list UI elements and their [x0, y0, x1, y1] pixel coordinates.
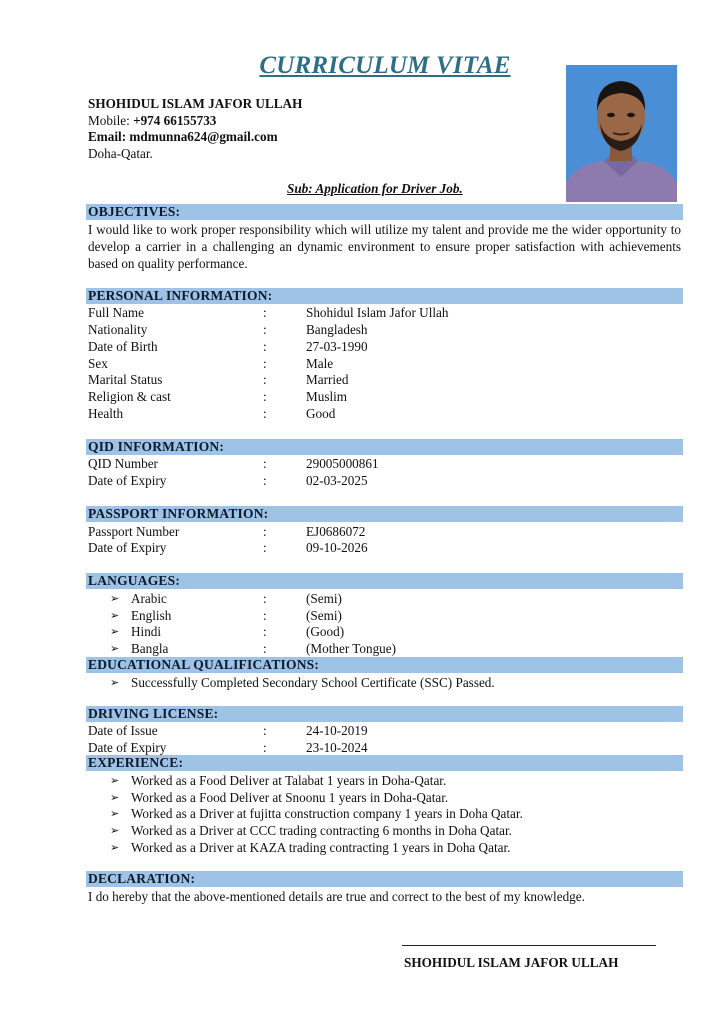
row-value: 02-03-2025 — [306, 473, 368, 488]
language-level: (Semi) — [306, 608, 342, 623]
row-colon: : — [263, 524, 267, 539]
row-colon: : — [263, 740, 267, 755]
experience-text: Worked as a Driver at CCC trading contracting 6 months in Doha Qatar. — [131, 823, 512, 838]
row-colon: : — [263, 723, 267, 738]
row-colon: : — [263, 473, 267, 488]
section-heading-driving-license: DRIVING LICENSE: — [86, 706, 683, 722]
arrow-bullet-icon: ➢ — [110, 824, 120, 837]
row-value: 09-10-2026 — [306, 540, 368, 555]
row-label: Date of Issue — [88, 723, 158, 738]
profile-photo — [566, 65, 677, 202]
section-heading-qid: QID INFORMATION: — [86, 439, 683, 455]
row-label: Date of Expiry — [88, 473, 167, 488]
email-line: Email: mdmunna624@gmail.com — [88, 129, 278, 144]
row-label: Passport Number — [88, 524, 180, 539]
arrow-bullet-icon: ➢ — [110, 807, 120, 820]
section-heading-personal: PERSONAL INFORMATION: — [86, 288, 683, 304]
row-value: Married — [306, 372, 349, 387]
objectives-text: I would like to work proper responsibility which will utilize my talent and provide me the wider opportunity to develop a carrier in a challenging an dynamic environment to ensure proper satisfaction with achievements based on quality performance. — [88, 222, 681, 271]
portrait-illustration — [566, 65, 677, 202]
row-colon: : — [263, 456, 267, 471]
location-line: Doha-Qatar. — [88, 145, 153, 161]
arrow-bullet-icon: ➢ — [110, 791, 120, 804]
arrow-bullet-icon: ➢ — [110, 609, 120, 622]
page-title: CURRICULUM VITAE — [259, 52, 511, 79]
section-heading-objectives: OBJECTIVES: — [86, 204, 683, 220]
row-label: Date of Birth — [88, 339, 158, 354]
language-level: (Good) — [306, 624, 345, 639]
row-label: Date of Expiry — [88, 740, 167, 755]
row-colon: : — [263, 389, 267, 404]
row-label: Health — [88, 406, 124, 421]
row-colon: : — [263, 339, 267, 354]
experience-text: Worked as a Food Deliver at Talabat 1 years in Doha-Qatar. — [131, 773, 447, 788]
section-heading-passport: PASSPORT INFORMATION: — [86, 506, 683, 522]
row-label: QID Number — [88, 456, 158, 471]
row-colon: : — [263, 305, 267, 320]
experience-text: Worked as a Food Deliver at Snoonu 1 years in Doha-Qatar. — [131, 790, 449, 805]
row-value: 23-10-2024 — [306, 740, 368, 755]
row-label: Sex — [88, 356, 108, 371]
experience-text: Worked as a Driver at fujitta construction company 1 years in Doha Qatar. — [131, 806, 523, 821]
declaration-text: I do hereby that the above-mentioned details are true and correct to the best of my knowledge. — [88, 889, 585, 904]
row-label: Religion & cast — [88, 389, 171, 404]
signature-line — [402, 945, 656, 946]
applicant-name: SHOHIDUL ISLAM JAFOR ULLAH — [88, 96, 303, 111]
row-value: 24-10-2019 — [306, 723, 368, 738]
section-heading-languages: LANGUAGES: — [86, 573, 683, 589]
arrow-bullet-icon: ➢ — [110, 841, 120, 854]
section-heading-education: EDUCATIONAL QUALIFICATIONS: — [86, 657, 683, 673]
mobile-label: Mobile: — [88, 112, 134, 128]
row-value: 29005000861 — [306, 456, 379, 471]
section-heading-experience: EXPERIENCE: — [86, 755, 683, 771]
row-value: 27-03-1990 — [306, 339, 368, 354]
language-level: (Mother Tongue) — [306, 641, 397, 656]
row-colon: : — [263, 624, 267, 639]
application-subject: Sub: Application for Driver Job. — [287, 181, 463, 196]
row-value: Shohidul Islam Jafor Ullah — [306, 305, 449, 320]
row-value: Male — [306, 356, 334, 371]
signature-name: SHOHIDUL ISLAM JAFOR ULLAH — [404, 955, 619, 970]
row-value: Good — [306, 406, 336, 421]
arrow-bullet-icon: ➢ — [110, 774, 120, 787]
row-colon: : — [263, 591, 267, 606]
contact-block — [88, 96, 302, 162]
arrow-bullet-icon: ➢ — [110, 592, 120, 605]
language-level: (Semi) — [306, 591, 342, 606]
language-name: Arabic — [131, 591, 167, 606]
row-colon: : — [263, 372, 267, 387]
row-colon: : — [263, 322, 267, 337]
row-label: Nationality — [88, 322, 148, 337]
arrow-bullet-icon: ➢ — [110, 642, 120, 655]
row-value: Muslim — [306, 389, 348, 404]
row-label: Marital Status — [88, 372, 163, 387]
education-text: Successfully Completed Secondary School Certificate (SSC) Passed. — [131, 675, 495, 690]
row-colon: : — [263, 356, 267, 371]
row-value: EJ0686072 — [306, 524, 366, 539]
section-heading-declaration: DECLARATION: — [86, 871, 683, 887]
language-name: Hindi — [131, 624, 162, 639]
mobile-line — [88, 113, 302, 130]
row-colon: : — [263, 641, 267, 656]
experience-text: Worked as a Driver at KAZA trading contracting 1 years in Doha Qatar. — [131, 840, 511, 855]
row-colon: : — [263, 540, 267, 555]
arrow-bullet-icon: ➢ — [110, 625, 120, 638]
row-colon: : — [263, 608, 267, 623]
arrow-bullet-icon: ➢ — [110, 676, 120, 689]
language-name: English — [131, 608, 172, 623]
mobile-value: +974 66155733 — [133, 112, 217, 128]
row-label: Full Name — [88, 305, 145, 320]
row-value: Bangladesh — [306, 322, 368, 337]
row-colon: : — [263, 406, 267, 421]
language-name: Bangla — [131, 641, 169, 656]
row-label: Date of Expiry — [88, 540, 167, 555]
